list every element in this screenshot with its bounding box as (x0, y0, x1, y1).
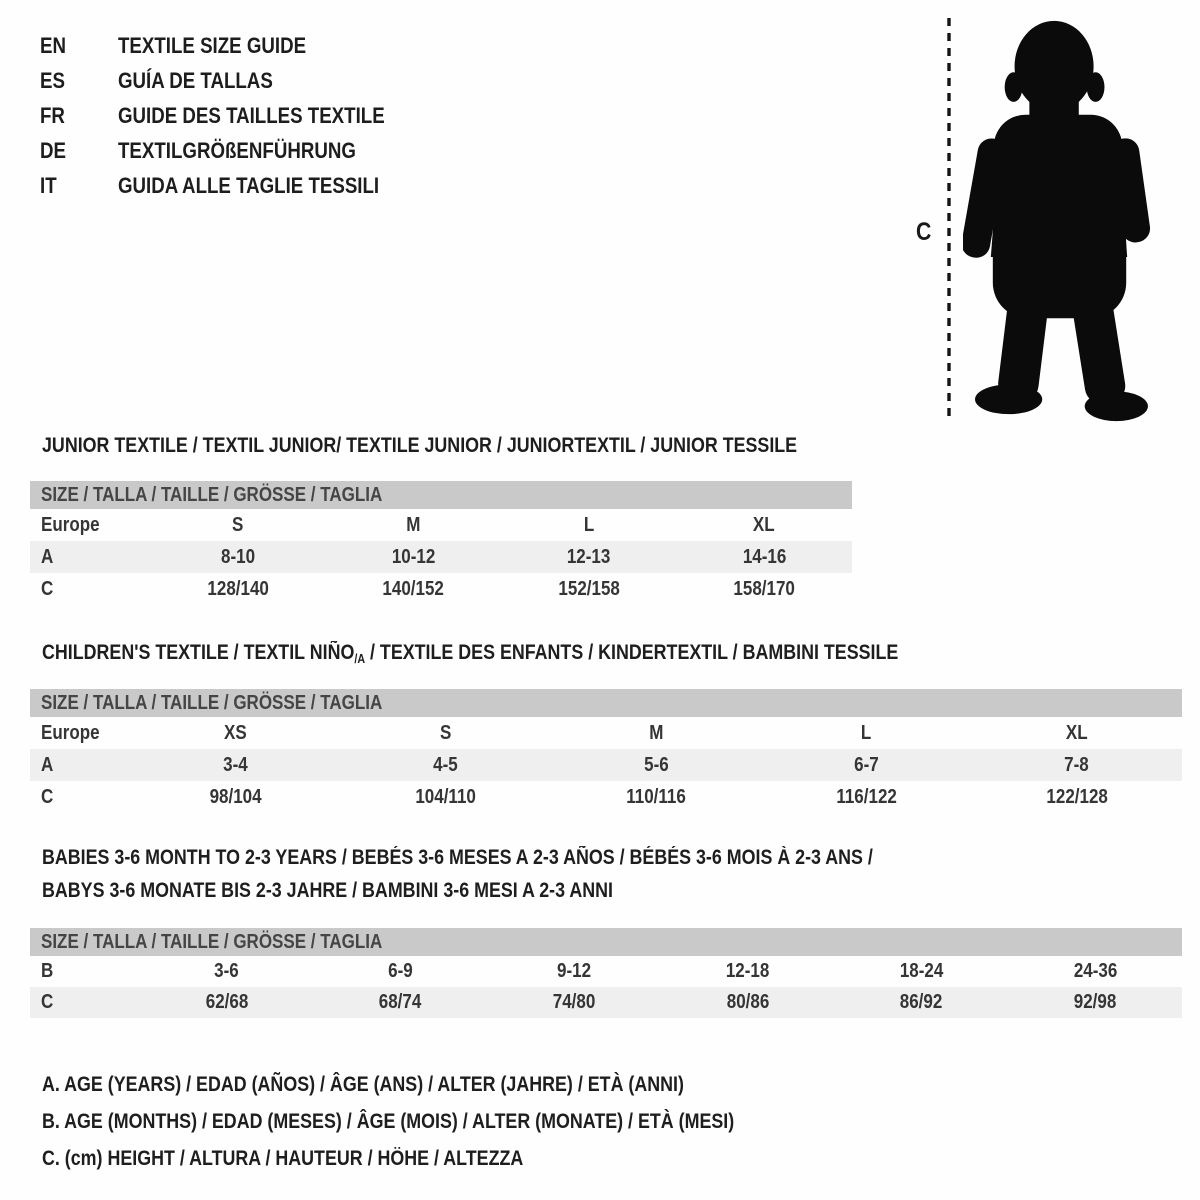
children-size-table (30, 689, 1182, 813)
row-label: A (41, 753, 54, 776)
age-cell: 14-16 (742, 545, 786, 568)
language-guide-title: GUIDE DES TAILLES TEXTILE (118, 102, 385, 128)
row-label: C (41, 991, 54, 1013)
size-cell: L (861, 721, 872, 744)
junior-table-header: SIZE / TALLA / TAILLE / GRÖSSE / TAGLIA (30, 481, 852, 509)
legend-line-age-years: A. AGE (YEARS) / EDAD (AÑOS) / ÂGE (ANS) / ALTER (JAHRE) / ETÀ (ANNI) (42, 1072, 684, 1096)
junior-section-title: JUNIOR TEXTILE / TEXTIL JUNIOR/ TEXTILE JUNIOR / JUNIORTEXTIL / JUNIOR TESSILE (42, 434, 798, 457)
age-cell: 12-13 (567, 545, 611, 568)
language-guide-title: TEXTILGRÖßENFÜHRUNG (118, 137, 356, 163)
language-code: FR (40, 102, 65, 128)
language-guide-title: TEXTILE SIZE GUIDE (118, 32, 307, 58)
size-cell: M (648, 721, 664, 744)
age-cell: 5-6 (643, 753, 669, 776)
height-cell: 116/122 (836, 785, 897, 808)
row-label: Europe (41, 513, 100, 536)
height-cell: 158/170 (733, 577, 795, 600)
size-cell: XS (223, 721, 247, 744)
table-row-height (30, 987, 1182, 1018)
age-cell: 3-4 (222, 753, 248, 776)
language-row (40, 98, 432, 133)
table-row-height (30, 573, 852, 605)
height-cell: 140/152 (382, 577, 444, 600)
language-code: ES (40, 67, 65, 93)
size-cell: L (583, 513, 594, 536)
row-label: Europe (41, 721, 100, 744)
row-label: C (41, 785, 54, 808)
row-label: C (41, 577, 54, 600)
height-cell: 80/86 (726, 991, 770, 1013)
babies-section-title-line1: BABIES 3-6 MONTH TO 2-3 YEARS / BEBÉS 3-6 MESES A 2-3 AÑOS / BÉBÉS 3-6 MOIS À 2-3 ANS / (42, 846, 873, 869)
size-cell: S (439, 721, 452, 744)
children-section-title: CHILDREN'S TEXTILE / TEXTIL NIÑO/A / TEXTILE DES ENFANTS / KINDERTEXTIL / BAMBINI TESSILE (42, 641, 899, 666)
language-row (40, 63, 432, 98)
height-cell: 152/158 (558, 577, 620, 600)
language-code: DE (40, 137, 66, 163)
age-cell: 7-8 (1064, 753, 1090, 776)
height-measure-dashed-line (946, 16, 952, 418)
height-cell: 92/98 (1073, 991, 1117, 1013)
height-cell: 122/128 (1046, 785, 1108, 808)
size-cell: S (232, 513, 244, 536)
language-row (40, 28, 432, 63)
language-row (40, 168, 432, 203)
babies-size-table (30, 928, 1182, 1018)
legend-line-age-months: B. AGE (MONTHS) / EDAD (MESES) / ÂGE (MOIS) / ALTER (MONATE) / ETÀ (MESI) (42, 1109, 735, 1133)
language-code: EN (40, 32, 66, 58)
table-row-age (30, 749, 1182, 781)
age-cell: 4-5 (433, 753, 458, 776)
age-cell: 8-10 (220, 545, 255, 568)
legend-line-height-cm: C. (cm) HEIGHT / ALTURA / HAUTEUR / HÖHE / ALTEZZA (42, 1146, 524, 1170)
size-cell: XL (753, 513, 776, 536)
age-cell: 10-12 (391, 545, 435, 568)
months-cell: 9-12 (557, 960, 592, 982)
language-guide-title: GUÍA DE TALLAS (118, 67, 273, 93)
measurement-legend (42, 1066, 856, 1177)
language-title-block (40, 28, 432, 203)
babies-table-header: SIZE / TALLA / TAILLE / GRÖSSE / TAGLIA (30, 928, 1182, 956)
table-row-height (30, 781, 1182, 813)
row-label: B (41, 960, 54, 982)
table-row-age (30, 541, 852, 573)
height-cell: 98/104 (209, 785, 262, 808)
size-cell: XL (1065, 721, 1088, 744)
months-cell: 3-6 (214, 960, 240, 982)
height-cell: 104/110 (415, 785, 476, 808)
row-label: A (41, 545, 54, 568)
months-cell: 6-9 (388, 960, 413, 982)
language-code: IT (40, 172, 57, 198)
height-cell: 68/74 (379, 991, 422, 1013)
toddler-silhouette-figure (963, 12, 1158, 427)
language-guide-title: GUIDA ALLE TAGLIE TESSILI (118, 172, 380, 198)
height-cell: 110/116 (626, 785, 686, 808)
babies-section-title-line2: BABYS 3-6 MONATE BIS 2-3 JAHRE / BAMBINI 3-6 MESI A 2-3 ANNI (42, 879, 613, 902)
size-cell: M (406, 513, 421, 536)
nino-a-subscript: /A (354, 652, 366, 666)
table-row-months (30, 956, 1182, 987)
height-cell: 74/80 (552, 991, 596, 1013)
measure-label-c: C (916, 218, 932, 246)
language-row (40, 133, 432, 168)
height-cell: 62/68 (205, 991, 249, 1013)
junior-size-table (30, 481, 852, 605)
months-cell: 12-18 (726, 960, 770, 982)
children-table-header: SIZE / TALLA / TAILLE / GRÖSSE / TAGLIA (30, 689, 1182, 717)
age-cell: 6-7 (854, 753, 879, 776)
months-cell: 18-24 (899, 960, 944, 982)
table-row-europe (30, 509, 852, 541)
height-cell: 128/140 (207, 577, 269, 600)
table-row-europe (30, 717, 1182, 749)
months-cell: 24-36 (1073, 960, 1117, 982)
height-cell: 86/92 (900, 991, 943, 1013)
